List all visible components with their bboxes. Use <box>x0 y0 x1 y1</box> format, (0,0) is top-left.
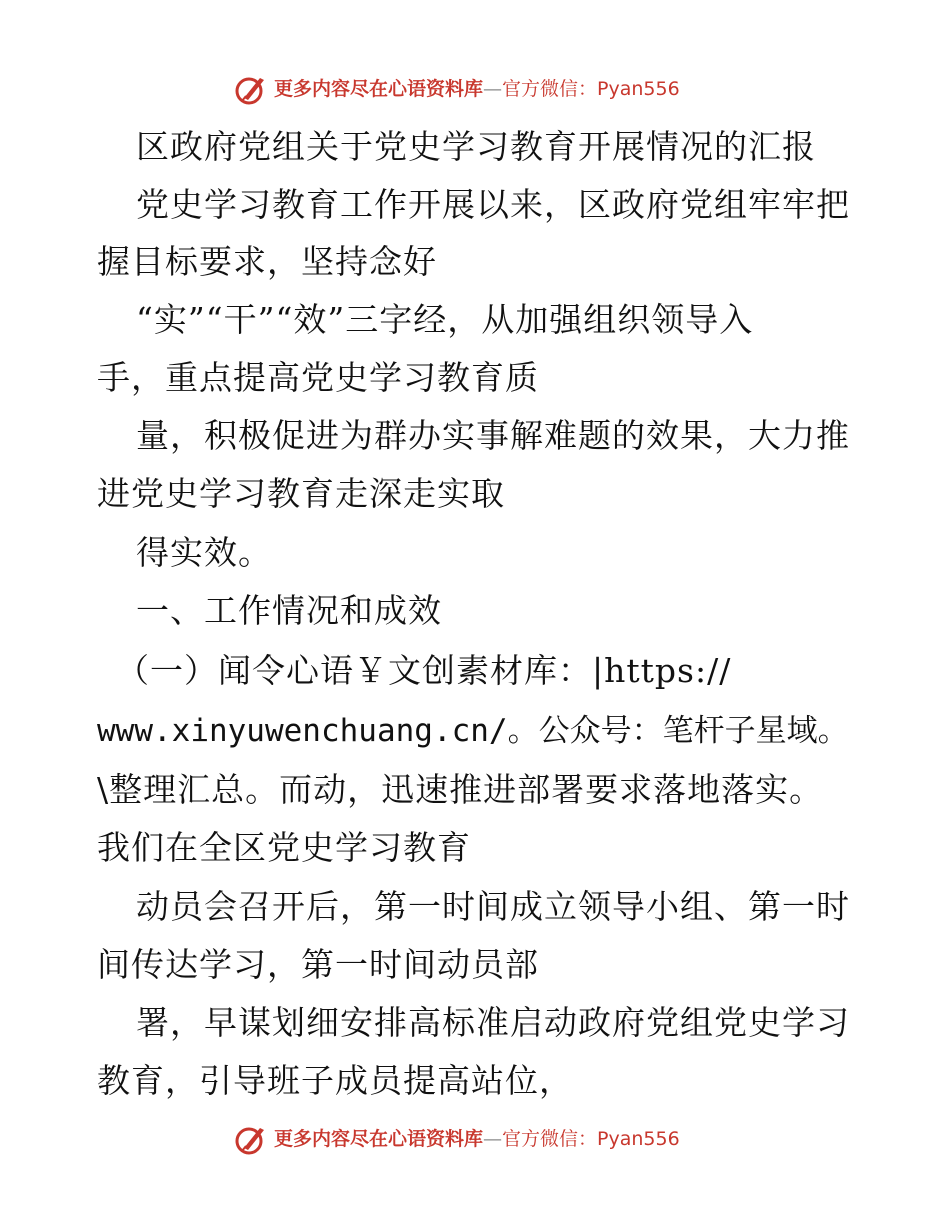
banner-title: 更多内容尽在心语资料库 <box>274 1128 484 1150</box>
paragraph-line: 我们在全区党史学习教育 <box>97 828 471 867</box>
paragraph-line: （一）闻令心语￥文创素材库：|https:// <box>116 651 732 690</box>
banner-text <box>274 76 680 102</box>
paragraph-line: 间传达学习，第一时间动员部 <box>97 945 539 984</box>
paragraph-line: 握目标要求，坚持念好 <box>97 242 437 281</box>
section-heading: 一、工作情况和成效 <box>136 591 442 630</box>
banner-wechat: 官方微信：Pyan556 <box>502 78 680 100</box>
banner-dash: — <box>483 1128 503 1150</box>
paragraph-line: 手，重点提高党史学习教育质 <box>97 358 539 397</box>
quill-logo-icon <box>234 74 268 106</box>
header-banner <box>0 70 950 110</box>
paragraph-line: www.xinyuwenchuang.cn/。公众号：笔杆子星域。 <box>97 713 849 749</box>
paragraph-line: 得实效。 <box>136 533 272 572</box>
paragraph-line: 署，早谋划细安排高标准启动政府党组党史学习 <box>136 1003 850 1042</box>
quill-logo-icon <box>234 1124 268 1156</box>
banner-wechat: 官方微信：Pyan556 <box>502 1128 680 1150</box>
paragraph-line: 量，积极促进为群办实事解难题的效果，大力推 <box>136 416 850 455</box>
paragraph-line: 党史学习教育工作开展以来，区政府党组牢牢把 <box>136 185 850 224</box>
paragraph-line: 进党史学习教育走深走实取 <box>97 474 505 513</box>
banner-title: 更多内容尽在心语资料库 <box>274 78 484 100</box>
banner-text <box>274 1126 680 1152</box>
paragraph-line: “实”“干”“效”三字经，从加强组织领导入 <box>136 300 754 339</box>
document-title: 区政府党组关于党史学习教育开展情况的汇报 <box>136 127 816 166</box>
paragraph-line: 教育，引导班子成员提高站位， <box>97 1061 573 1100</box>
paragraph-line: 动员会召开后，第一时间成立领导小组、第一时 <box>136 887 850 926</box>
banner-dash: — <box>483 78 503 100</box>
footer-banner <box>0 1120 950 1160</box>
paragraph-line: \整理汇总。而动，迅速推进部署要求落地落实。 <box>97 770 824 809</box>
